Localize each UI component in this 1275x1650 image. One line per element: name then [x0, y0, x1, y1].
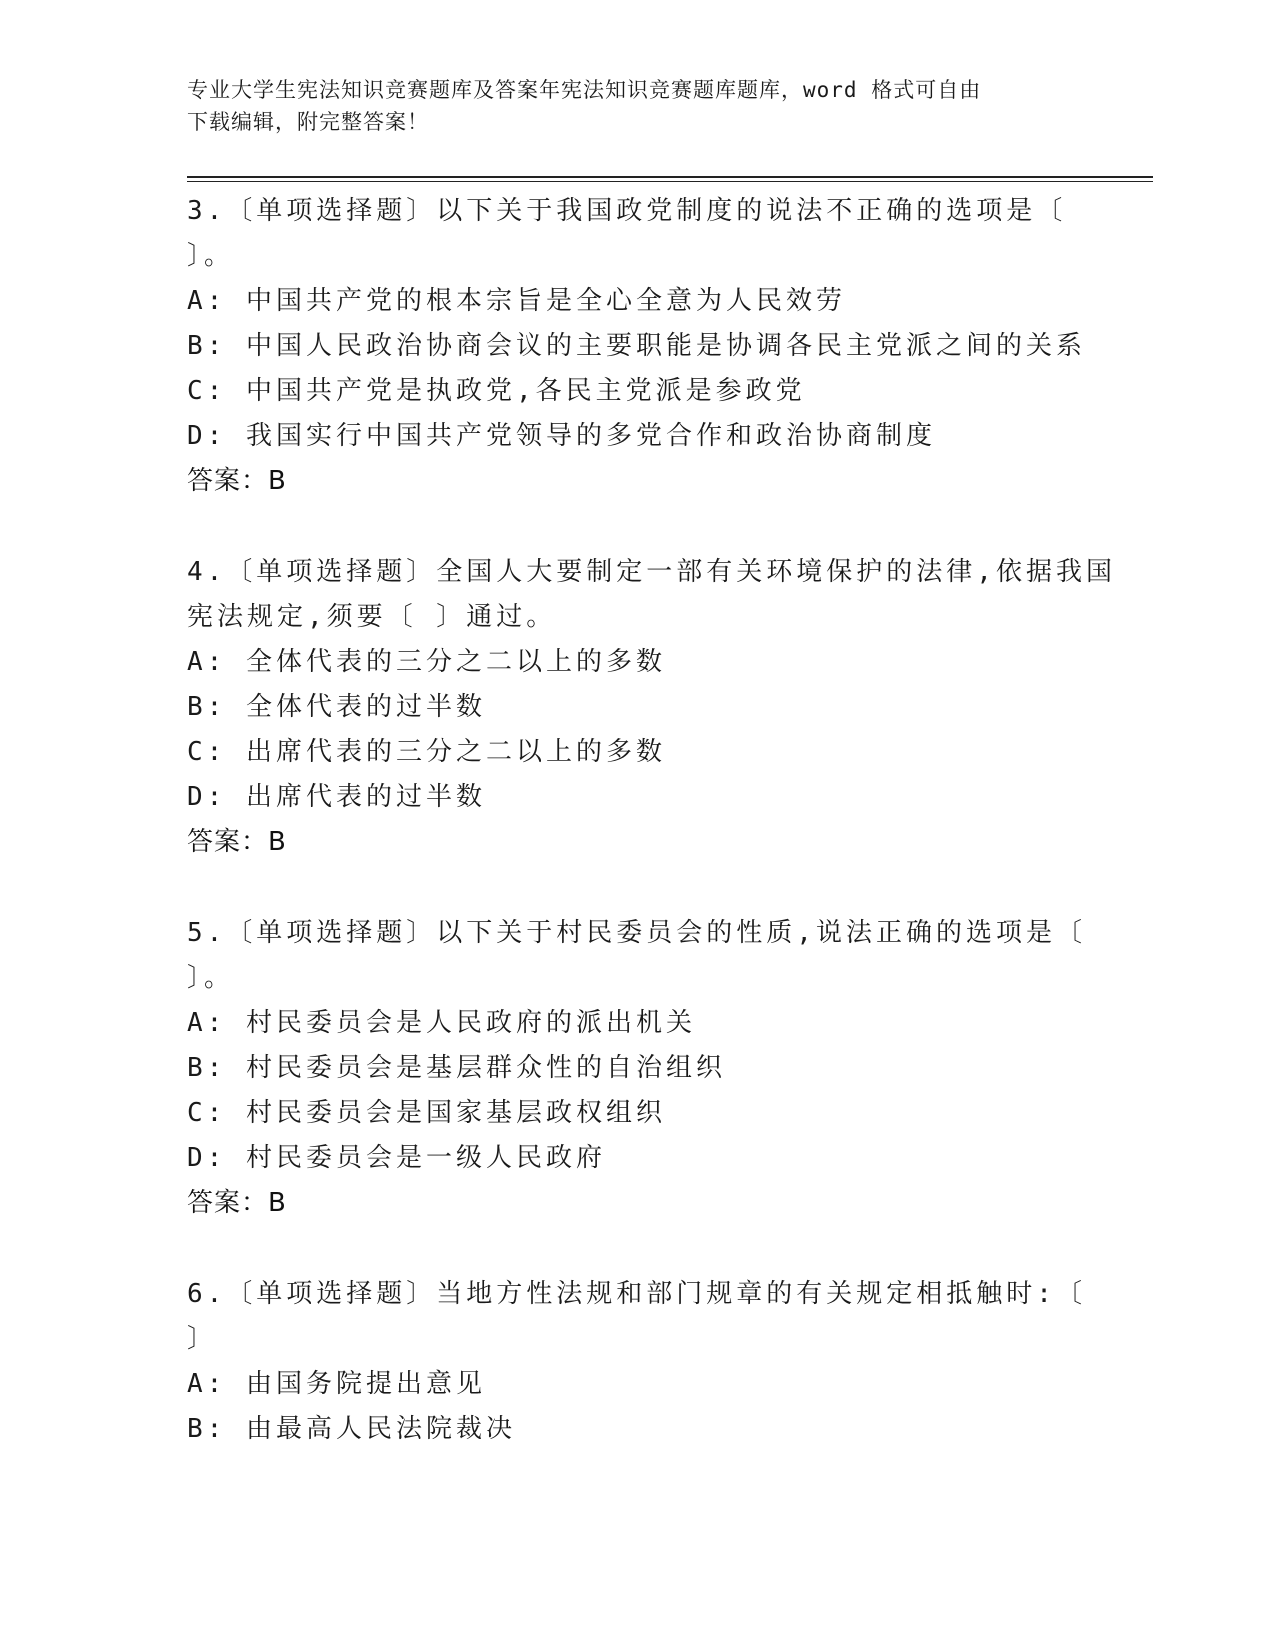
- option-b: B: 全体代表的过半数: [187, 692, 486, 722]
- option-b: B: 中国人民政治协商会议的主要职能是协调各民主党派之间的关系: [187, 331, 1086, 361]
- question-stem-line: 〕。: [187, 241, 235, 271]
- option-a: A: 由国务院提出意见: [187, 1369, 486, 1399]
- question-stem-line: 宪法规定,须要〔 〕通过。: [187, 602, 557, 632]
- header-line-1: 专业大学生宪法知识竞赛题库及答案年宪法知识竞赛题库题库，word 格式可自由: [187, 78, 982, 102]
- answer-label: 答案：B: [187, 466, 287, 496]
- option-a: A: 村民委员会是人民政府的派出机关: [187, 1008, 696, 1038]
- question-5: [187, 911, 1087, 1226]
- option-a: A: 全体代表的三分之二以上的多数: [187, 647, 666, 677]
- answer-label: 答案：B: [187, 1188, 287, 1218]
- question-stem-line: 〕: [187, 1324, 218, 1354]
- question-list: [187, 189, 1116, 1498]
- option-c: C: 村民委员会是国家基层政权组织: [187, 1098, 666, 1128]
- question-stem-line: 6.〔单项选择题〕当地方性法规和部门规章的有关规定相抵触时:〔: [187, 1279, 1086, 1309]
- answer-label: 答案：B: [187, 827, 287, 857]
- question-stem-line: 3.〔单项选择题〕以下关于我国政党制度的说法不正确的选项是〔: [187, 196, 1067, 226]
- question-4: [187, 550, 1116, 865]
- option-b: B: 村民委员会是基层群众性的自治组织: [187, 1053, 726, 1083]
- header-divider-thin: [187, 181, 1153, 182]
- document-header: [187, 74, 1067, 138]
- option-c: C: 中国共产党是执政党,各民主党派是参政党: [187, 376, 806, 406]
- question-stem-line: 4.〔单项选择题〕全国人大要制定一部有关环境保护的法律,依据我国: [187, 557, 1116, 587]
- question-stem-line: 〕。: [187, 963, 235, 993]
- question-3: [187, 189, 1087, 504]
- option-d: D: 出席代表的过半数: [187, 782, 486, 812]
- option-d: D: 村民委员会是一级人民政府: [187, 1143, 606, 1173]
- question-stem-line: 5.〔单项选择题〕以下关于村民委员会的性质,说法正确的选项是〔: [187, 918, 1086, 948]
- option-b: B: 由最高人民法院裁决: [187, 1414, 516, 1444]
- option-c: C: 出席代表的三分之二以上的多数: [187, 737, 666, 767]
- header-divider-thick: [187, 176, 1153, 178]
- option-d: D: 我国实行中国共产党领导的多党合作和政治协商制度: [187, 421, 936, 451]
- option-a: A: 中国共产党的根本宗旨是全心全意为人民效劳: [187, 286, 846, 316]
- header-line-2: 下载编辑，附完整答案！: [187, 110, 429, 134]
- question-6: [187, 1272, 1087, 1452]
